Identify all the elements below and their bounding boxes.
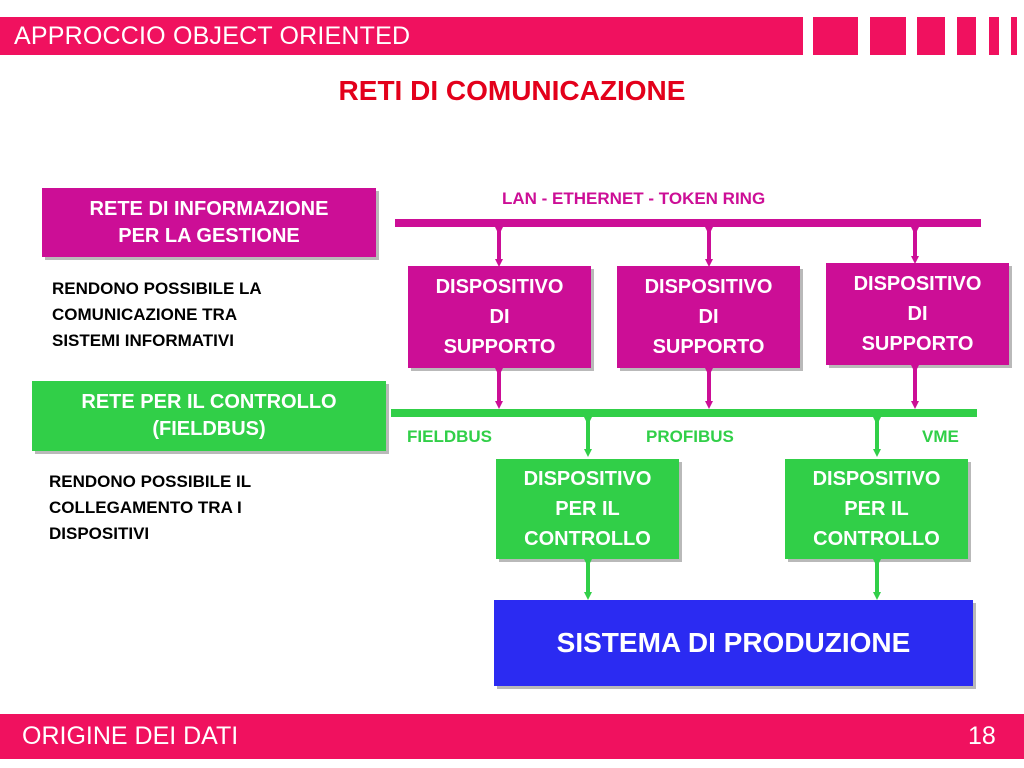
control-device-1: DISPOSITIVO PER IL CONTROLLO [496, 459, 679, 559]
vme-label: VME [922, 427, 959, 446]
support-device-3: DISPOSITIVO DI SUPPORTO [826, 263, 1009, 365]
control-network-box: RETE PER IL CONTROLLO (FIELDBUS) [32, 381, 386, 451]
fieldbus-label: FIELDBUS [407, 427, 492, 446]
support-device-1: DISPOSITIVO DI SUPPORTO [408, 266, 591, 368]
profibus-label: PROFIBUS [646, 427, 734, 446]
management-network-box: RETE DI INFORMAZIONE PER LA GESTIONE [42, 188, 376, 257]
page-number: 18 [968, 722, 996, 750]
slide-title: RETI DI COMUNICAZIONE [338, 75, 686, 106]
footer-source-label: ORIGINE DEI DATI [22, 722, 239, 750]
control-network-description: RENDONO POSSIBILE IL COLLEGAMENTO TRA I DISPOSITIVI [49, 472, 252, 543]
production-system-box: SISTEMA DI PRODUZIONE [494, 600, 973, 686]
management-network-description: RENDONO POSSIBILE LA COMUNICAZIONE TRA SISTEMI INFORMATIVI [52, 279, 262, 350]
control-device-2: DISPOSITIVO PER IL CONTROLLO [785, 459, 968, 559]
support-device-2: DISPOSITIVO DI SUPPORTO [617, 266, 800, 368]
lan-label: LAN - ETHERNET - TOKEN RING [502, 189, 766, 208]
header-title: APPROCCIO OBJECT ORIENTED [14, 22, 411, 50]
